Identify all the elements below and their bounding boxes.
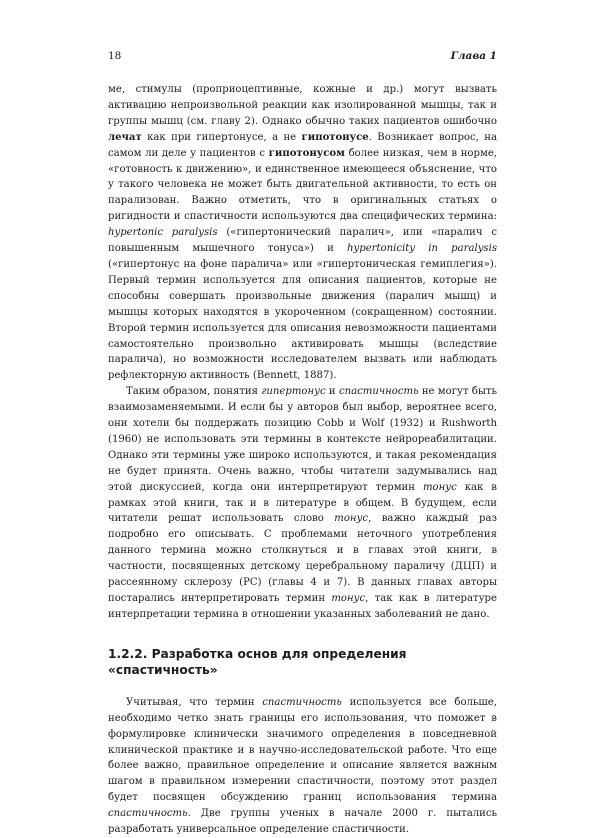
text-run: более низкая, чем в норме, «готовность к движению», и единственное имеющееся объяснение, что у такого человека не может быть двигательной активности, то есть он парализован. Важно отметить, что в оригинальных статьях о ригидности и спастичности используются два специфических термина: (108, 147, 498, 223)
text-run: . Возникает вопрос, на самом ли деле у пациентов с (108, 131, 497, 159)
paragraph-3 (108, 695, 497, 838)
bold-term: гипотонусе (301, 131, 369, 143)
italic-term: гипертонус (261, 386, 326, 398)
text-run: («гипертонус на фоне паралича» или «гипертоническая гемиплегия»). Первый термин используется для описания пациентов, которые не способны совершать произвольные движения (паралич мышц) и мышцы которых находятся в укороченном (сокращенном) состоянии. Второй термин используется для описания невозможности пациентами самостоятельно произвольно активировать мышцы (вследствие паралича), но возможности исследователем вызвать или наблюдать рефлекторную активность (Bennett, 1887). (108, 258, 497, 382)
page-number: 18 (108, 50, 122, 62)
paragraph-2 (108, 384, 497, 623)
page-body (108, 82, 497, 838)
text-run: и (325, 386, 339, 398)
bold-term: гипотонусом (268, 147, 345, 159)
text-run: ме, стимулы (проприоцептивные, кожные и др.) могут вызвать активацию непроизвольной реакции как изолированной мышцы, так и группы мышц (см. главу 2). Однако обычно таких пациентов ошибочно (108, 84, 497, 127)
text-run: Учитывая, что термин (126, 696, 263, 708)
text-run: («гипертонический паралич», или «паралич с повышенным мышечного тонуса») и (108, 227, 497, 255)
running-header (108, 50, 497, 62)
italic-term: тонус (331, 593, 366, 604)
text-run: Таким образом, понятия (126, 386, 262, 398)
text-run: как в рамках этой книги, так и в литературе в общем. В будущем, если читатели решат использовать слово (108, 481, 497, 525)
text-run: , важно каждый раз подробно его описывать. С проблемами неточного употребления данного термина можно столкнуться и в главах этой книги, в частности, посвященных детскому церебральному параличу (ДЦП) и рассеянному склерозу (РС) (главы 4 и 7). В данных главах авторы постарались интерпретировать термин (108, 513, 498, 604)
italic-term: спастичность (338, 386, 419, 398)
text-run: . Две группы ученых в начале 2000 г. пытались разработать универсальное определение спастичности. (108, 808, 497, 836)
text-run: как при гипертонусе, а не (141, 131, 302, 143)
italic-term: hypertonic paralysis (108, 227, 218, 239)
paragraph-1 (108, 82, 497, 384)
italic-term: тонус (422, 481, 457, 493)
text-run: используется все больше, необходимо четко знать границы его использования, что поможет в формулировке клинически значимого определения в повседневной клинической практике и в научно-исследовательской работе. Что еще более важно, правильное определение и описание является важным шагом в правильном измерении спастичности, поэтому этот раздел будет посвящен обсуждению границ использования термина (108, 696, 497, 804)
italic-term: спастичность (108, 808, 188, 820)
section-heading: 1.2.2. Разработка основ для определения «спастичность» (108, 646, 407, 677)
italic-term: hypertonicity in paralysis (347, 243, 498, 255)
chapter-title: Глава 1 (450, 50, 497, 62)
bold-term: лечат (108, 131, 142, 143)
text-run: не могут быть взаимозаменяемыми. И если бы у авторов был выбор, вероятнее всего, они хотели бы поддержать позицию Cobb и Wolf (1932) и Rushworth (1960) не использовать эти термины в контексте нейрореабилитации. Однако эти термины уже широко используются, и такая рекомендация не будет принята. Очень важно, чтобы читатели задумывались над этой дискуссией, когда они интерпретируют термин (108, 386, 498, 493)
text-run: , так как в литературе интерпретации термина в отношении указанных заболеваний не дано. (108, 593, 497, 620)
italic-term: спастичность (262, 696, 342, 708)
italic-term: тонус (334, 513, 369, 525)
